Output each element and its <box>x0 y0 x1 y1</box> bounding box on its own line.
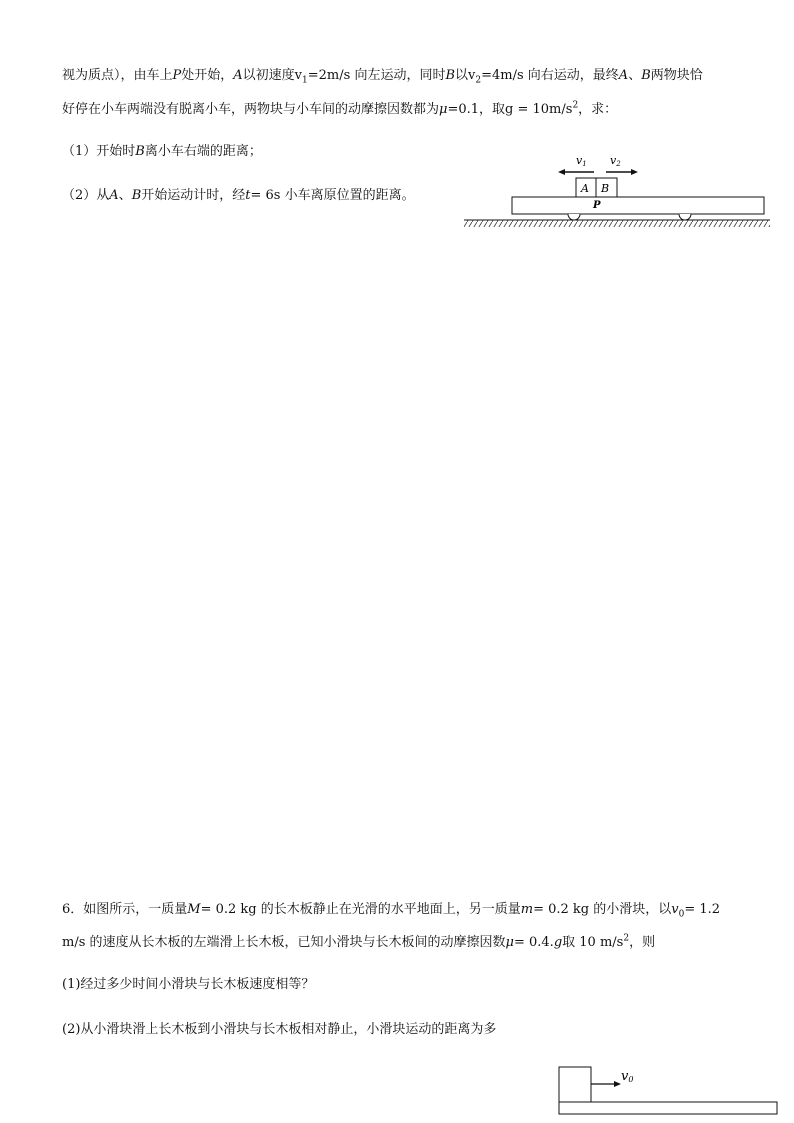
q6-board-figure <box>554 1062 782 1116</box>
var-M: M <box>187 902 201 917</box>
text: 好停在小车两端没有脱离小车，两物块与小车间的动摩擦因数都为 <box>62 102 440 117</box>
text: （2）从 <box>62 188 110 203</box>
q5-cart-figure <box>462 150 772 232</box>
q6-subquestion-1: (1)经过多少时间小滑块与长木板速度相等？ <box>62 977 315 992</box>
text: m/s 的速度从长木板的左端滑上长木板，已知小滑块与长木板间的动摩擦因数 <box>62 935 506 950</box>
q5-line-2 <box>62 101 617 119</box>
text: 处开始， <box>181 68 234 83</box>
ground-hatch <box>464 220 770 227</box>
left-arrow-icon <box>558 169 594 175</box>
q5-subquestion-1 <box>62 143 262 161</box>
q6-line-2 <box>62 934 655 952</box>
text: 、 <box>628 68 642 83</box>
point-P-label: P <box>593 200 601 211</box>
text: 离小车右端的距离； <box>144 144 262 159</box>
var-B: B <box>131 188 142 203</box>
text: = 0.2 kg 的长木板静止在光滑的水平地面上，另一质量 <box>200 902 521 917</box>
cart <box>512 197 764 214</box>
v1-label: v1 <box>576 154 587 168</box>
wheel-right <box>679 214 691 220</box>
var-g: g <box>553 935 563 950</box>
q5-line-1 <box>62 67 703 85</box>
var-P: P <box>172 68 182 83</box>
wheel-left <box>568 214 580 220</box>
text: 取 10 m/s <box>562 935 624 950</box>
text: =0.1，取g = 10m/s <box>447 102 573 117</box>
velocity-arrow-icon <box>591 1081 621 1087</box>
var-A: A <box>618 68 629 83</box>
var-B: B <box>641 68 651 83</box>
text: = 0.2 kg 的小滑块，以 <box>533 902 672 917</box>
var-mu: μ <box>439 102 448 117</box>
text: 6．如图所示，一质量 <box>62 902 188 917</box>
text: 、 <box>118 188 132 203</box>
var-B: B <box>445 68 456 83</box>
text: ，则 <box>629 935 656 950</box>
q6-subquestion-2: (2)从小滑块滑上长木板到小滑块与长木板相对静止，小滑块运动的距离为多 <box>62 1022 497 1037</box>
text: = 1.2 <box>684 902 721 917</box>
superscript: 2 <box>623 933 630 944</box>
text: ，求： <box>578 102 618 117</box>
text: 两物块恰 <box>650 68 703 83</box>
text: 以初速度v <box>242 68 303 83</box>
q6-line-1 <box>62 901 720 919</box>
var-mu: μ <box>505 935 514 950</box>
text: = 0.4. <box>513 935 554 950</box>
text: 以v <box>455 68 476 83</box>
text: = 6s 小车离原位置的距离。 <box>250 188 415 203</box>
var-m: m <box>520 902 534 917</box>
var-A: A <box>233 68 243 83</box>
v2-label: v2 <box>610 154 621 168</box>
var-A: A <box>109 188 119 203</box>
text: =4m/s 向右运动，最终 <box>481 68 619 83</box>
subscript: 1 <box>302 75 308 86</box>
block-A-label: A <box>581 182 589 195</box>
subscript: 0 <box>678 909 685 920</box>
var-B: B <box>135 144 145 159</box>
subscript: 2 <box>475 75 482 86</box>
v0-label: v0 <box>621 1069 634 1084</box>
small-block <box>559 1067 591 1102</box>
text: 开始运动计时，经 <box>141 188 246 203</box>
text: =2m/s 向左运动，同时 <box>307 68 446 83</box>
text: （1）开始时 <box>62 144 136 159</box>
long-board <box>559 1102 777 1114</box>
var-v: v <box>671 902 679 917</box>
q5-subquestion-2 <box>62 187 415 205</box>
right-arrow-icon <box>606 169 638 175</box>
var-t: t <box>245 188 251 203</box>
block-B-label: B <box>601 182 610 195</box>
text: 视为质点），由车上 <box>62 68 173 83</box>
superscript: 2 <box>572 100 579 111</box>
